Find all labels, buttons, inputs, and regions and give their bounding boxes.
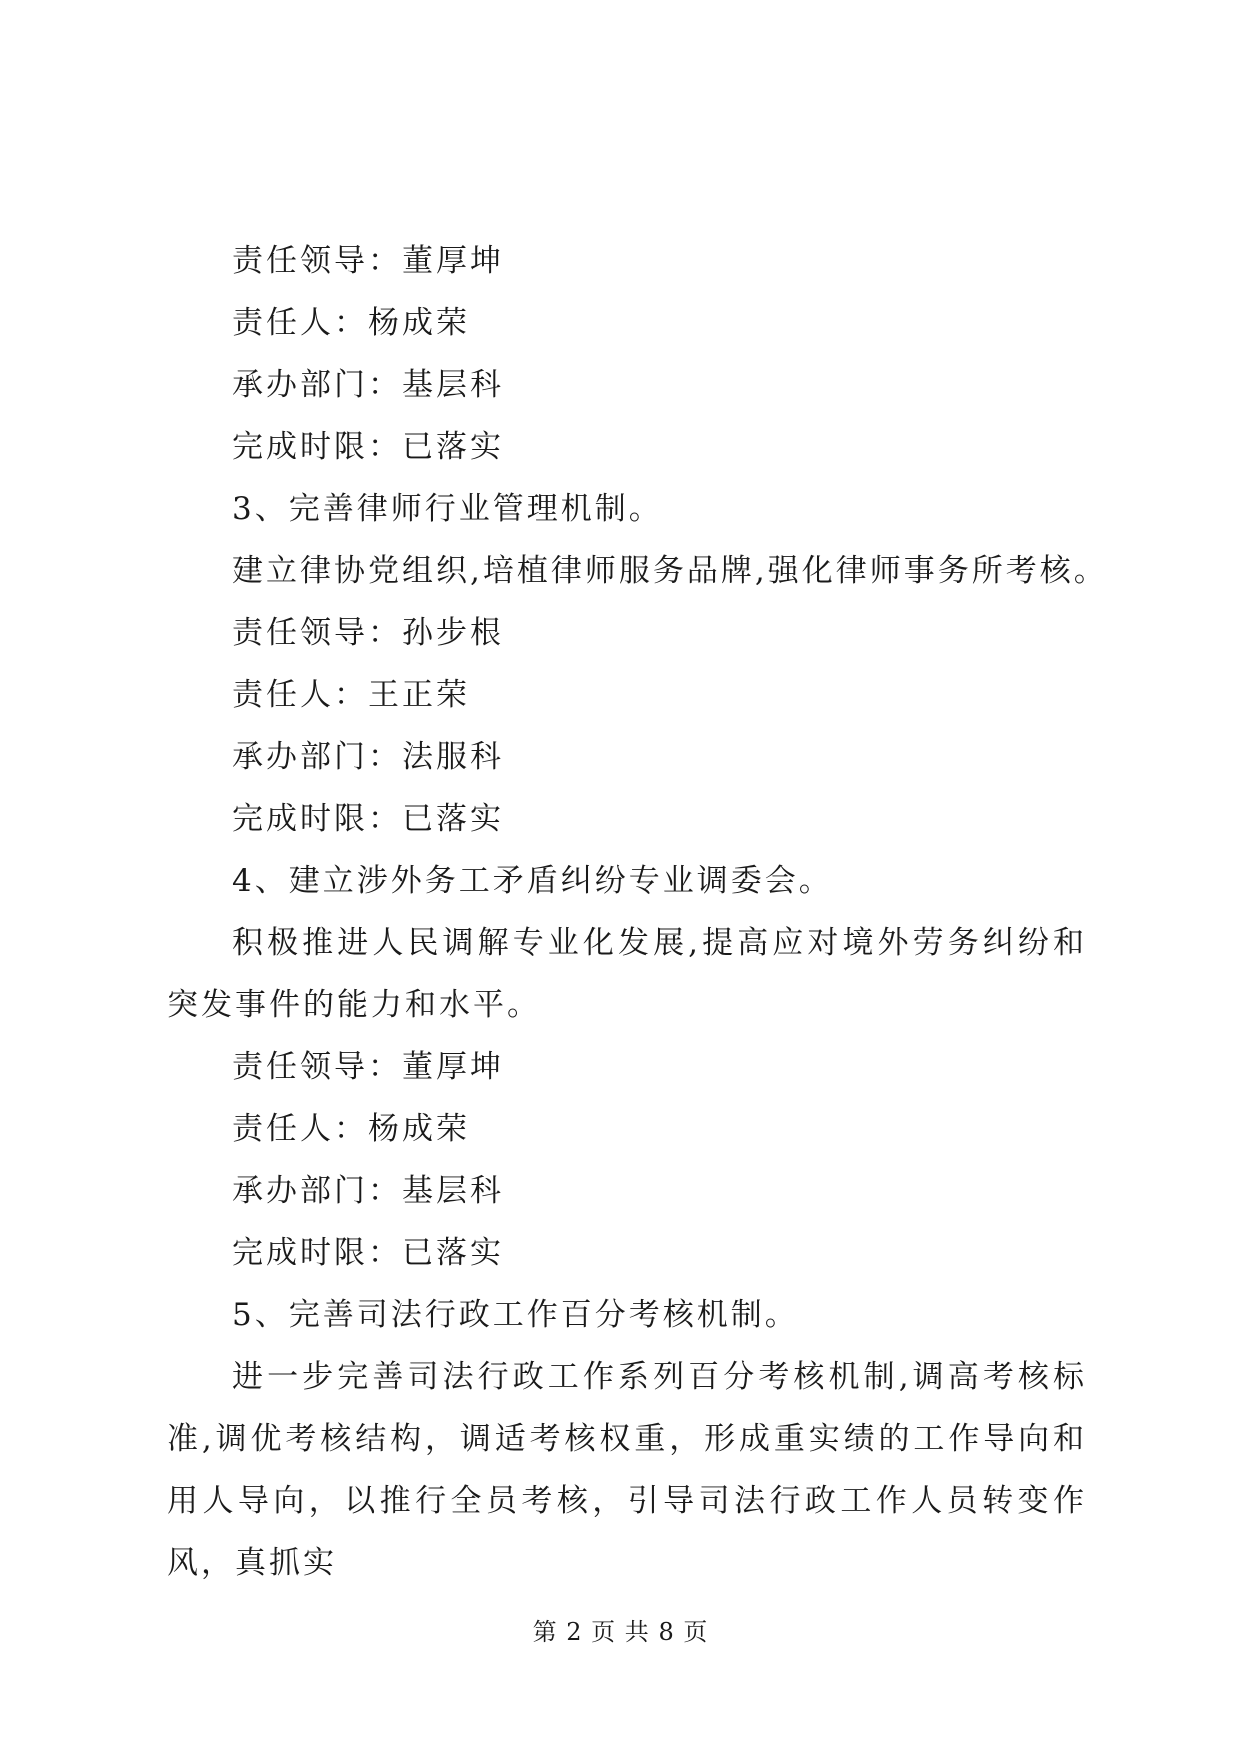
handling-department: 承办部门：法服科 <box>232 739 504 775</box>
handling-department: 承办部门：基层科 <box>232 1173 504 1209</box>
responsible-person: 责任人：杨成荣 <box>232 1111 470 1147</box>
responsible-person: 责任人：杨成荣 <box>232 305 470 341</box>
document-body <box>167 230 1108 1594</box>
responsible-leader: 责任领导：孙步根 <box>232 615 504 651</box>
responsible-person: 责任人：王正荣 <box>232 677 470 713</box>
section-heading: 5、完善司法行政工作百分考核机制。 <box>232 1297 799 1333</box>
handling-department: 承办部门：基层科 <box>232 367 504 403</box>
completion-deadline: 完成时限：已落实 <box>232 1235 504 1271</box>
page-footer: 第 2 页 共 8 页 <box>532 1618 709 1646</box>
section-description: 积极推进人民调解专业化发展,提高应对境外劳务纠纷和突发事件的能力和水平。 <box>167 925 1087 1023</box>
section-description: 进一步完善司法行政工作系列百分考核机制,调高考核标准,调优考核结构，调适考核权重，形成重实绩的工作导向和用人导向，以推行全员考核，引导司法行政工作人员转变作风，真抓实 <box>167 1359 1087 1581</box>
responsible-leader: 责任领导：董厚坤 <box>232 243 504 279</box>
responsible-leader: 责任领导：董厚坤 <box>232 1049 504 1085</box>
section-description: 建立律协党组织,培植律师服务品牌,强化律师事务所考核。 <box>232 553 1108 589</box>
completion-deadline: 完成时限：已落实 <box>232 429 504 465</box>
section-heading: 3、完善律师行业管理机制。 <box>232 491 663 527</box>
completion-deadline: 完成时限：已落实 <box>232 801 504 837</box>
section-heading: 4、建立涉外务工矛盾纠纷专业调委会。 <box>232 863 833 899</box>
